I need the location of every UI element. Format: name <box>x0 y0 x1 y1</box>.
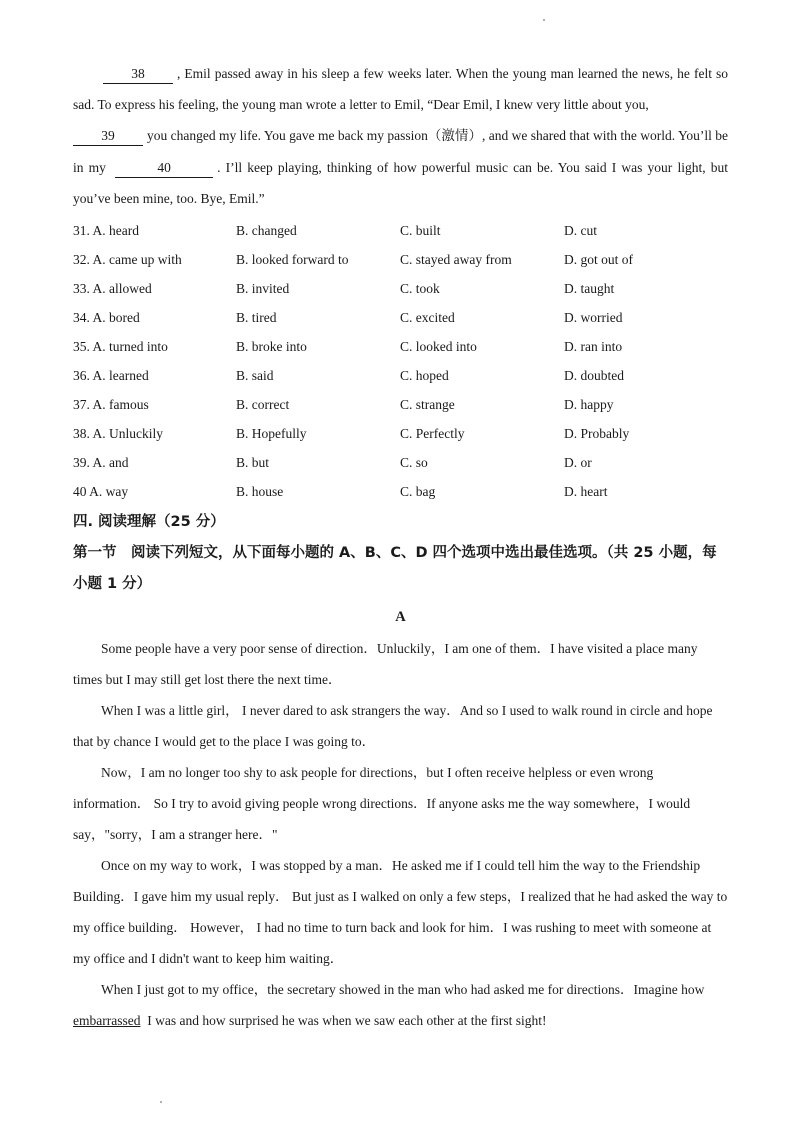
option-c: C. hoped <box>400 368 449 384</box>
option-a: 40 A. way <box>73 484 129 500</box>
cloze-options <box>73 216 728 507</box>
cloze-text-after-39: you changed my life. You gave me back my passion（激情）, and we shared that with the world. You’ll be in my <box>73 128 728 175</box>
scan-speck <box>160 1101 162 1103</box>
cloze-text-after-38: , Emil passed away in his sleep a few weeks later. When the young man learned the news, he felt so sad. To express his feeling, the young man wrote a letter to Emil, “Dear Emil, I knew very little about you, <box>73 66 728 113</box>
option-a: 32. A. came up with <box>73 251 182 267</box>
cloze-text-after-40: . I’ll keep playing, thinking of how powerful music can be. You said I was your light, but you’ve been mine, too. Bye, Emil.” <box>73 159 728 206</box>
option-a: 39. A. and <box>73 455 129 471</box>
option-row <box>73 303 728 332</box>
option-b: B. but <box>236 455 270 471</box>
cloze-passage-end <box>73 58 728 214</box>
option-a: 36. A. learned <box>73 368 149 384</box>
option-row <box>73 420 728 449</box>
option-b: B. Hopefully <box>236 426 307 442</box>
blank-40: 40 <box>115 159 213 178</box>
passage-paragraph-2: When I was a little girl， I never dared to ask strangers the way．And so I used to walk round in circle and hope that by chance I would get to the place I was going to． <box>73 702 713 749</box>
option-d: D. cut <box>564 222 597 238</box>
option-d: D. happy <box>564 397 614 413</box>
passage-paragraph-4: Once on my way to work，I was stopped by a man．He asked me if I could tell him the way to the Friendship Building．I gave him my usual reply． But just as I walked on only a few steps，I realized that he had asked the way to my office building． However， I had no time to turn back and look for him．I was rushing to meet with someone at my office and I didn't want to keep him waiting． <box>73 857 728 966</box>
blank-38: 38 <box>103 65 173 84</box>
option-row <box>73 216 728 245</box>
option-a: 38. A. Unluckily <box>73 426 163 442</box>
option-b: B. house <box>236 484 284 500</box>
option-c: C. bag <box>400 484 436 500</box>
part-instructions: 第一节 阅读下列短文，从下面每小题的 A、B、C、D 四个选项中选出最佳选项。（共 25 小题，每小题 1 分） <box>73 544 717 592</box>
passage-paragraph-3: Now，I am no longer too shy to ask people for directions，but I often receive helpless or even wrong information． So I try to avoid giving people wrong directions．If anyone asks me the way somewhere，I would say，"sorry，I am a stranger here．" <box>73 764 691 842</box>
option-b: B. looked forward to <box>236 251 349 267</box>
option-row <box>73 274 728 303</box>
option-d: D. heart <box>564 484 608 500</box>
option-b: B. changed <box>236 222 297 238</box>
option-c: C. Perfectly <box>400 426 465 442</box>
passage-paragraph-5 <box>73 974 728 1036</box>
option-d: D. Probably <box>564 426 630 442</box>
option-d: D. taught <box>564 280 615 296</box>
option-row <box>73 449 728 478</box>
option-d: D. ran into <box>564 338 623 354</box>
option-a: 31. A. heard <box>73 222 139 238</box>
option-row <box>73 361 728 390</box>
option-row <box>73 332 728 361</box>
option-b: B. said <box>236 368 274 384</box>
option-a: 37. A. famous <box>73 397 149 413</box>
option-b: B. tired <box>236 309 277 325</box>
option-d: D. or <box>564 455 592 471</box>
passage-title: A <box>395 608 406 625</box>
underlined-word: embarrassed <box>73 1012 141 1028</box>
option-d: D. worried <box>564 309 623 325</box>
option-a: 33. A. allowed <box>73 280 152 296</box>
option-c: C. strange <box>400 397 455 413</box>
option-d: D. got out of <box>564 251 633 267</box>
option-c: C. excited <box>400 309 455 325</box>
option-a: 34. A. bored <box>73 309 140 325</box>
option-a: 35. A. turned into <box>73 338 168 354</box>
option-row <box>73 478 728 507</box>
option-b: B. broke into <box>236 338 307 354</box>
option-c: C. took <box>400 280 440 296</box>
paragraph-5-text-before: When I just got to my office，the secretary showed in the man who had asked me for directions．Imagine how <box>101 981 705 997</box>
option-c: C. so <box>400 455 428 471</box>
scan-speck <box>543 19 545 21</box>
option-b: B. invited <box>236 280 290 296</box>
option-c: C. built <box>400 222 441 238</box>
option-d: D. doubted <box>564 368 624 384</box>
blank-39: 39 <box>73 127 143 146</box>
option-row <box>73 245 728 274</box>
option-c: C. stayed away from <box>400 251 512 267</box>
option-row <box>73 391 728 420</box>
passage-paragraph-1: Some people have a very poor sense of direction．Unluckily，I am one of them．I have visited a place many times but I may still get lost there the next time． <box>73 640 698 687</box>
exam-page <box>73 58 728 1036</box>
section-heading: 四. 阅读理解（25 分） <box>73 513 225 530</box>
option-b: B. correct <box>236 397 290 413</box>
paragraph-5-text-after: I was and how surprised he was when we saw each other at the first sight! <box>147 1012 547 1028</box>
option-c: C. looked into <box>400 338 477 354</box>
